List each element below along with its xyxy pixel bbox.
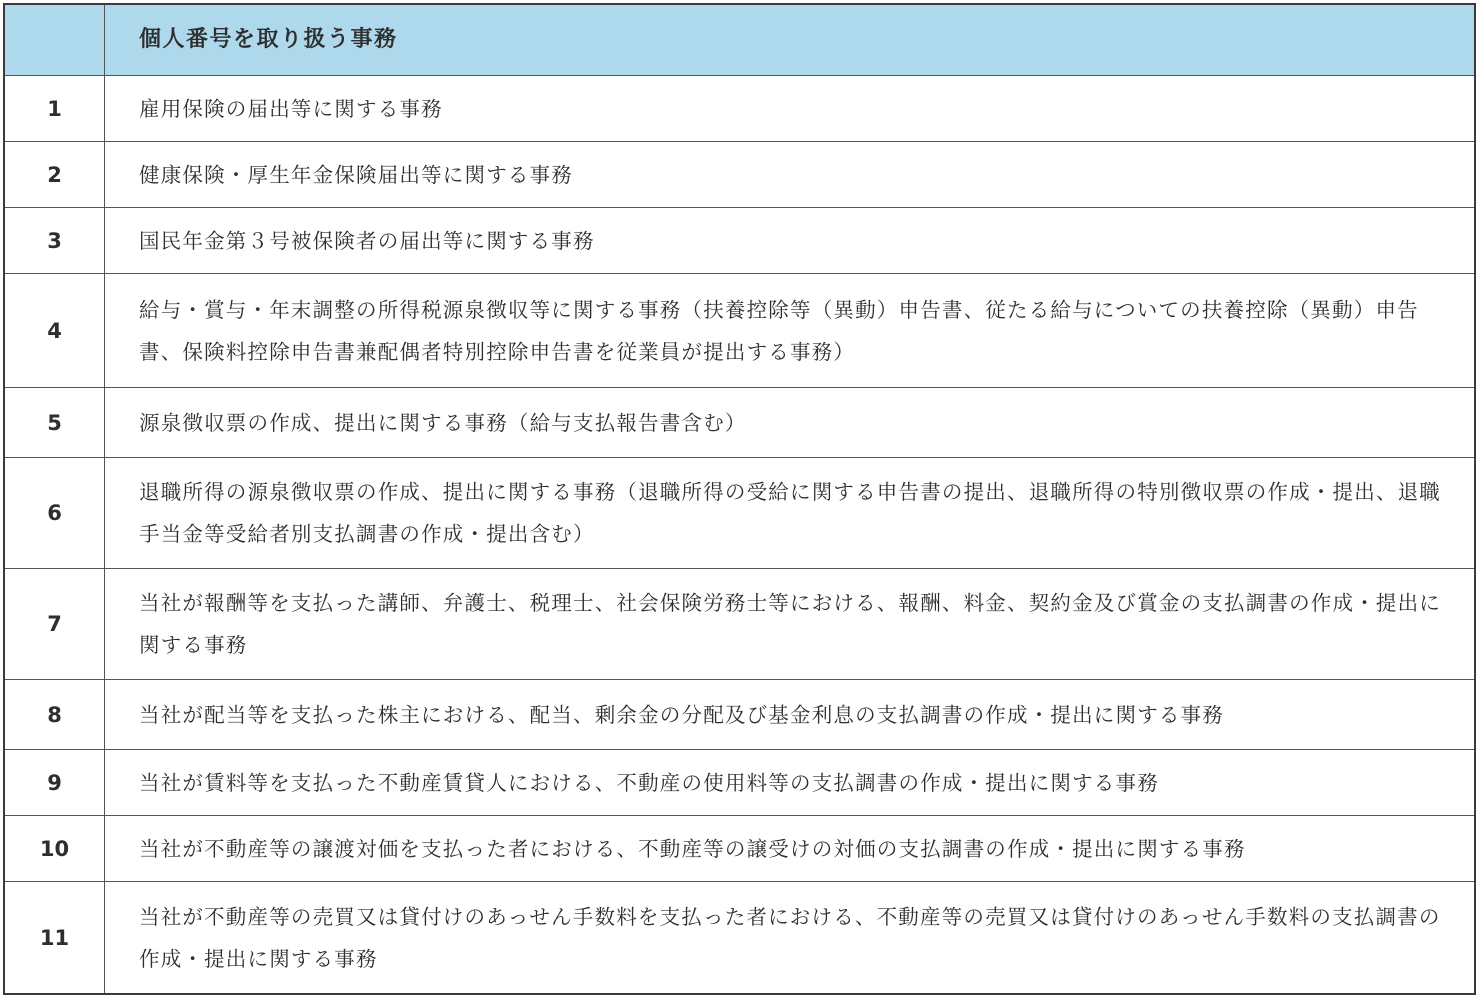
table-row [5,679,1474,749]
table-row [5,815,1474,881]
row-text: 当社が不動産等の譲渡対価を支払った者における、不動産等の譲受けの対価の支払調書の作成・提出に関する事務 [139,836,1246,861]
row-text: 健康保険・厚生年金保険届出等に関する事務 [139,162,573,187]
row-number: 3 [5,208,105,273]
table-row [5,568,1474,679]
table-row [5,881,1474,993]
table-row [5,273,1474,387]
row-text: 雇用保険の届出等に関する事務 [139,96,443,121]
table-row [5,141,1474,207]
row-number: 9 [5,750,105,815]
row-number: 1 [5,76,105,141]
row-number: 8 [5,680,105,749]
table-row [5,749,1474,815]
row-text: 退職所得の源泉徴収票の作成、提出に関する事務（退職所得の受給に関する申告書の提出、退職所得の特別徴収票の作成・提出、退職手当金等受給者別支払調書の作成・提出含む） [139,480,1441,546]
row-text: 当社が不動産等の売買又は貸付けのあっせん手数料を支払った者における、不動産等の売買又は貸付けのあっせん手数料の支払調書の作成・提出に関する事務 [139,904,1441,971]
header-title: 個人番号を取り扱う事務 [139,27,398,52]
table-row [5,387,1474,457]
row-text: 給与・賞与・年末調整の所得税源泉徴収等に関する事務（扶養控除等（異動）申告書、従たる給与についての扶養控除（異動）申告書、保険料控除申告書兼配偶者特別控除申告書を従業員が提出する事務） [139,297,1419,364]
row-number: 4 [5,274,105,387]
row-text: 当社が報酬等を支払った講師、弁護士、税理士、社会保険労務士等における、報酬、料金、契約金及び賞金の支払調書の作成・提出に関する事務 [139,591,1441,657]
row-number: 2 [5,142,105,207]
row-number: 7 [5,569,105,679]
row-number: 11 [5,882,105,993]
row-number: 10 [5,816,105,881]
affairs-table [3,3,1476,995]
row-number: 5 [5,388,105,457]
row-text: 国民年金第３号被保険者の届出等に関する事務 [139,228,595,253]
row-text: 源泉徴収票の作成、提出に関する事務（給与支払報告書含む） [139,410,747,435]
row-text: 当社が配当等を支払った株主における、配当、剰余金の分配及び基金利息の支払調書の作成・提出に関する事務 [139,702,1224,727]
table-header-row [5,5,1474,75]
table-row [5,457,1474,568]
header-number-cell [5,5,105,75]
row-number: 6 [5,458,105,568]
table-row [5,75,1474,141]
row-text: 当社が賃料等を支払った不動産賃貸人における、不動産の使用料等の支払調書の作成・提出に関する事務 [139,770,1159,795]
table-row [5,207,1474,273]
